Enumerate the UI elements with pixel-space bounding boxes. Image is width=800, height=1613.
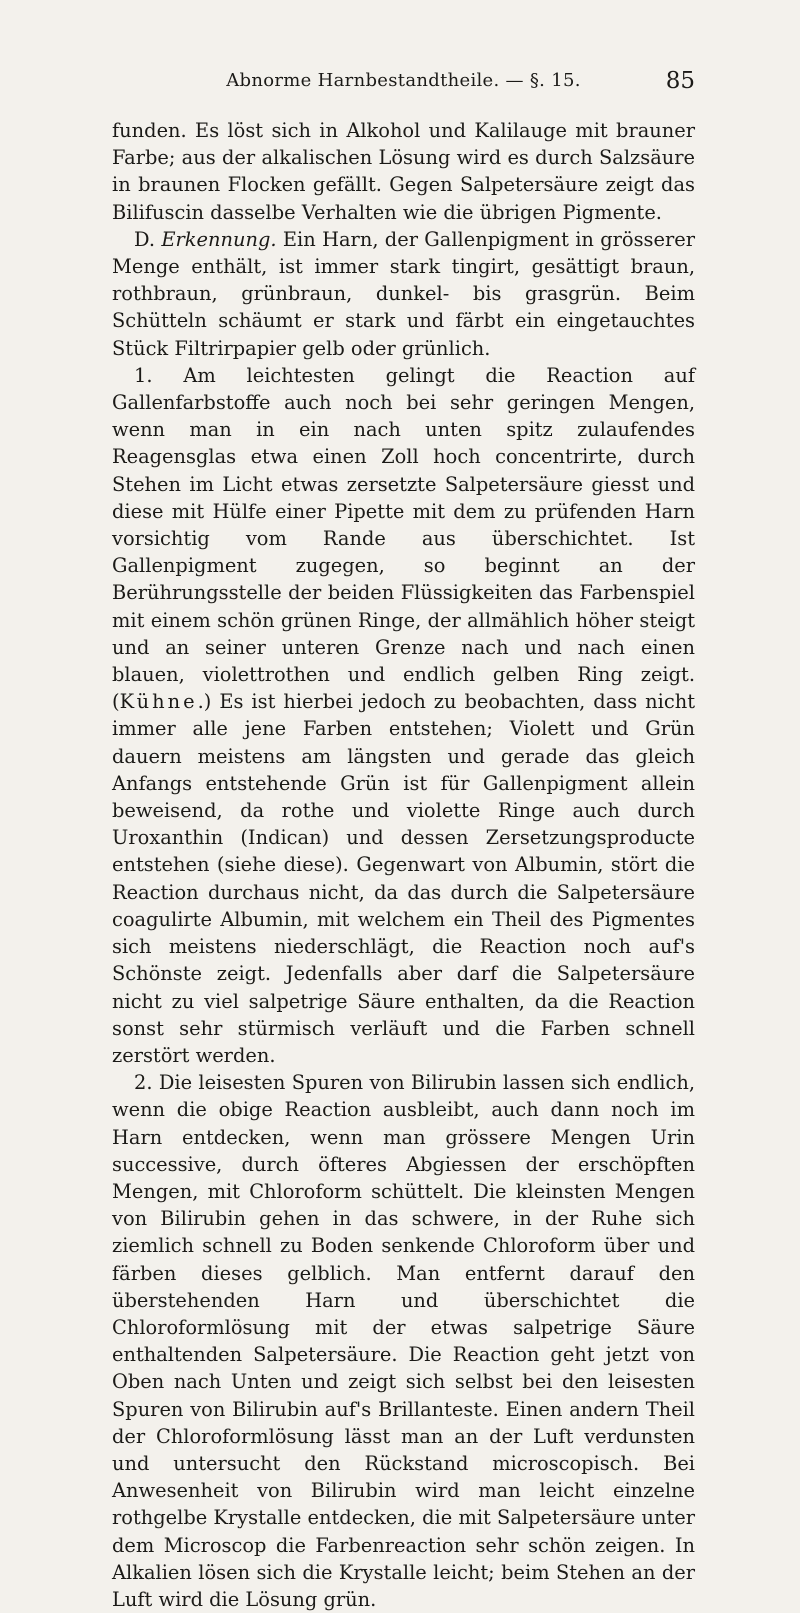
running-head [112,68,695,98]
page-number: 85 [665,68,695,94]
paragraph-reaction-2: 2. Die leisesten Spuren von Bilirubin lassen sich endlich, wenn die obige Reaction ausbleibt, auch dann noch im Harn entdecken, wenn man grössere Mengen Urin successive, durch öfteres Abgiessen der erschöpften Mengen, mit Chloroform schüttelt. Die kleinsten Mengen von Bilirubin gehen in das schwere, in der Ruhe sich ziemlich schnell zu Boden senkende Chloroform über und färben dieses gelblich. Man entfernt darauf den überstehenden Harn und überschichtet die Chloroformlösung mit der etwas salpetrige Säure enthaltenden Salpetersäure. Die Reaction geht jetzt von Oben nach Unten und zeigt sich selbst bei den leisesten Spuren von Bilirubin auf's Brillanteste. Einen andern Theil der Chloroformlösung lässt man an der Luft verdunsten und untersucht den Rückstand microscopisch. Bei Anwesenheit von Bilirubin wird man leicht einzelne rothgelbe Krystalle entdecken, die mit Salpetersäure unter dem Microscop die Farbenreaction sehr schön zeigen. In Alkalien lösen sich die Krystalle leicht; beim Stehen an der Luft wird die Lösung grün. [112,1071,695,1611]
paragraph-reaction-1-part-b: .) Es ist hierbei jedoch zu beobachten, dass nicht immer alle jene Farben entstehen; Violett und Grün dauern meistens am längsten und gerade das gleich Anfangs entstehende Grün ist für Gallenpigment allein beweisend, da rothe und violette Ringe auch durch Uroxanthin (Indican) und dessen Zersetzungsproducte entstehen (siehe diese). Gegenwart von Albumin, stört die Reaction durchaus nicht, da das durch die Salpetersäure coagulirte Albumin, mit welchem ein Theil des Pigmentes sich meistens niederschlägt, die Reaction noch auf's Schönste zeigt. Jedenfalls aber darf die Salpetersäure nicht zu viel salpetrige Säure enthalten, da die Reaction sonst sehr stürmisch verläuft und die Farben schnell zerstört werden. [112,690,695,1067]
author-name: Kühne [119,690,198,714]
section-label: D. [134,227,156,251]
paragraph-reaction-1-part-a: 1. Am leichtesten gelingt die Reaction auf Gallenfarbstoffe auch noch bei sehr geringen Mengen, wenn man in ein nach unten spitz zulaufendes Reagensglas etwa einen Zoll hoch concentrirte, durch Stehen im Licht etwas zersetzte Salpetersäure giesst und diese mit Hülfe einer Pipette mit dem zu prüfenden Harn vorsichtig vom Rande aus überschichtet. Ist Gallenpigment zugegen, so beginnt an der Berührungsstelle der beiden Flüssigkeiten das Farbenspiel mit einem schön grünen Ringe, der allmählich höher steigt und an seiner unteren Grenze nach und nach einen blauen, violettrothen und endlich gelben Ring zeigt. ( [112,363,695,714]
running-title: Abnorme Harnbestandtheile. — §. 15. [226,70,581,91]
paragraph-reaction-1 [112,362,695,1069]
body-text [112,117,695,1613]
paragraph-bilifuscin: funden. Es löst sich in Alkohol und Kalilauge mit brauner Farbe; aus der alkalischen Lösung wird es durch Salzsäure in braunen Flocken gefällt. Gegen Salpetersäure zeigt das Bilifuscin dasselbe Verhalten wie die übrigen Pigmente. [112,119,695,224]
section-text: Ein Harn, der Gallenpigment in grösserer Menge enthält, ist immer stark tingirt, gesättigt braun, rothbraun, grünbraun, dunkel- bis grasgrün. Beim Schütteln schäumt er stark und färbt ein eingetauchtes Stück Filtrirpapier gelb oder grünlich. [112,227,695,360]
section-heading: Erkennung. [161,227,277,251]
paragraph-erkennung [112,226,695,362]
